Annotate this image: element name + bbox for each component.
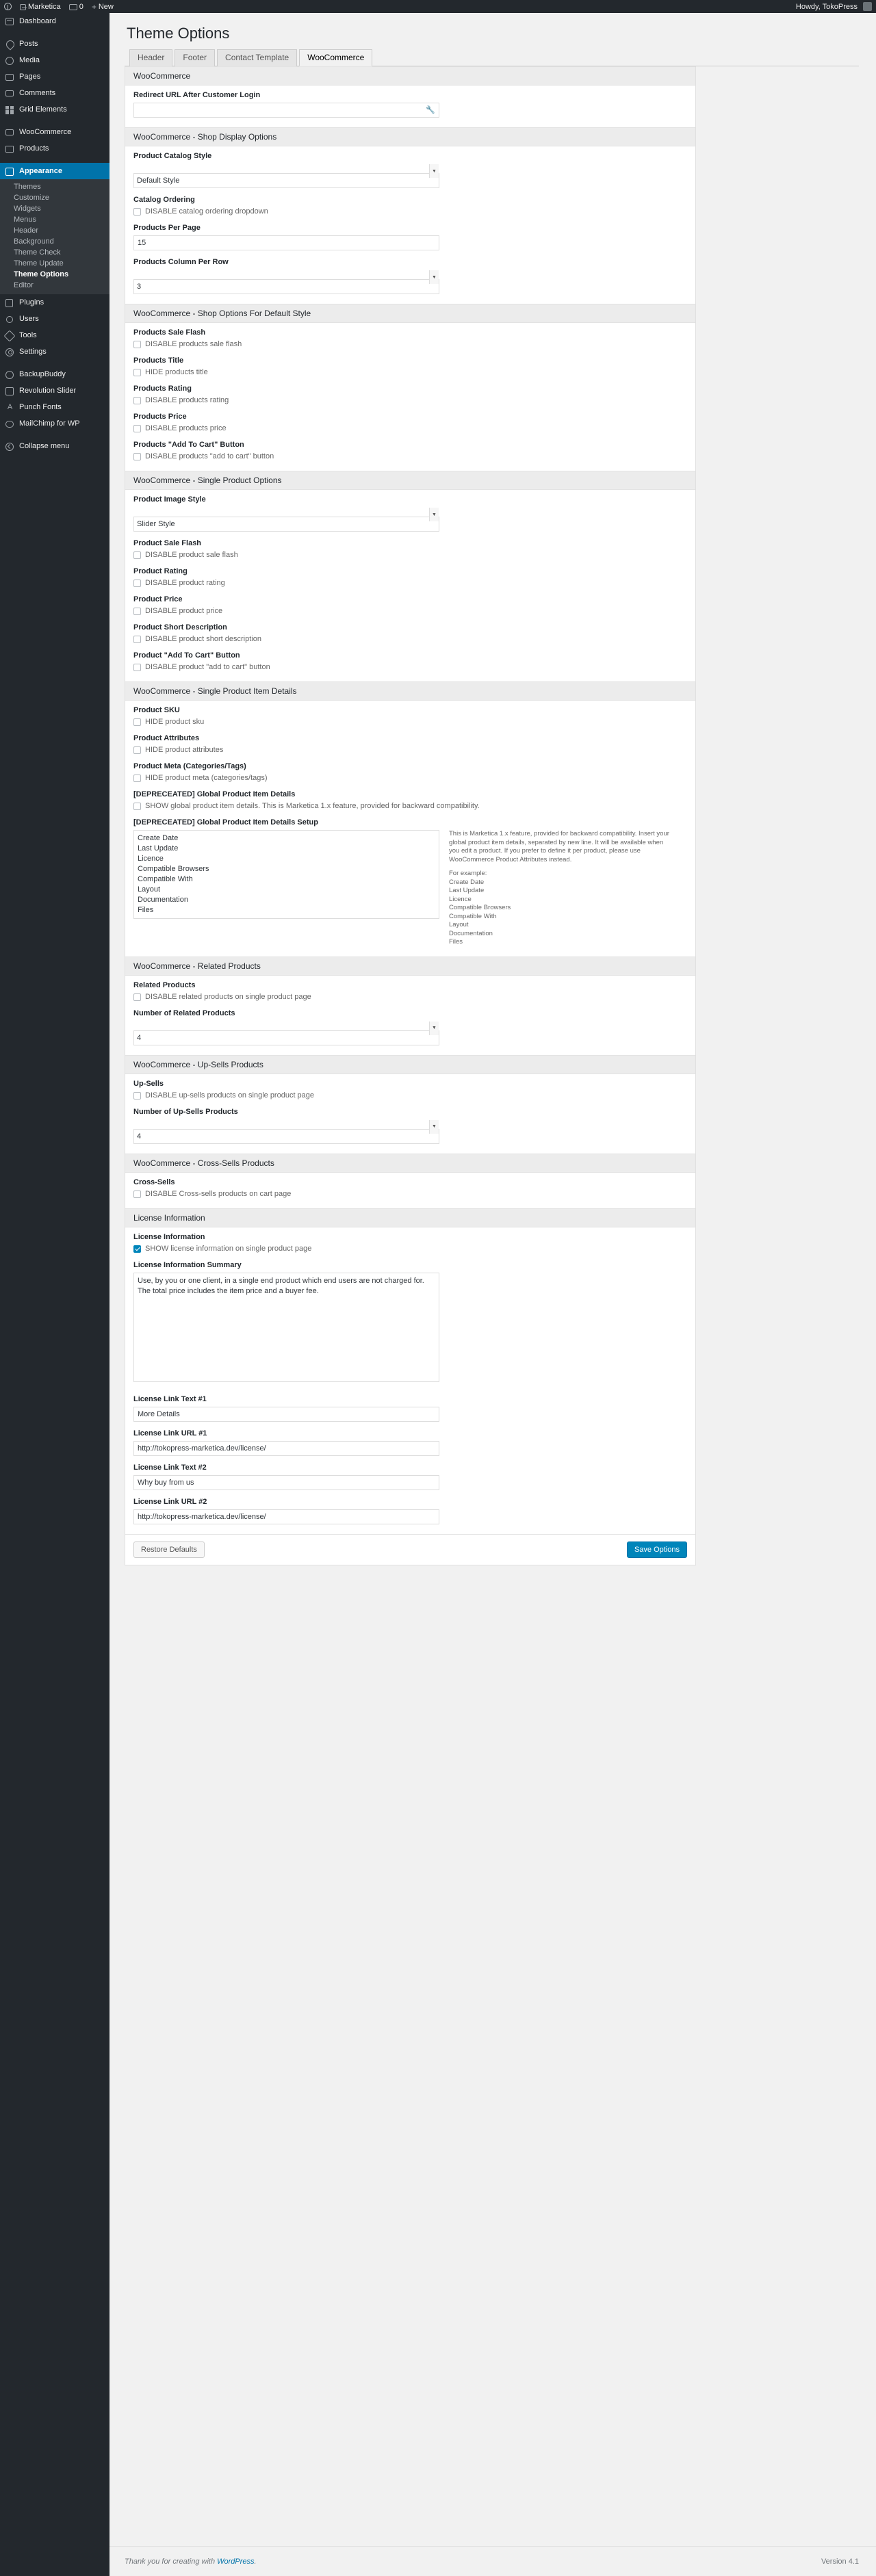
products-rating-label: Products Rating bbox=[133, 385, 192, 393]
sidebar-item-label: Plugins bbox=[19, 298, 44, 307]
global-item-details-setup-textarea[interactable] bbox=[133, 830, 439, 919]
new-content-menu[interactable] bbox=[88, 0, 118, 13]
home-icon bbox=[20, 4, 26, 10]
tab-header[interactable]: Header bbox=[129, 49, 172, 66]
products-title-label: Products Title bbox=[133, 356, 184, 365]
sidebar-item-theme-update[interactable]: Theme Update bbox=[14, 259, 64, 268]
tab-woocommerce[interactable]: WooCommerce bbox=[299, 49, 372, 66]
products-sale-flash-checkbox-label: DISABLE products sale flash bbox=[145, 340, 242, 349]
wp-version: Version 4.1 bbox=[821, 2557, 859, 2566]
sidebar-item-label: Posts bbox=[19, 40, 38, 48]
media-icon bbox=[5, 56, 14, 65]
product-image-style-select[interactable] bbox=[133, 517, 439, 532]
products-title-checkbox[interactable] bbox=[133, 369, 141, 376]
dashboard-icon bbox=[5, 17, 14, 26]
user-icon bbox=[5, 315, 14, 324]
sidebar-item-themes[interactable]: Themes bbox=[14, 183, 41, 191]
global-product-item-details-checkbox-label: SHOW global product item details. This is Marketica 1.x feature, provided for backward compatibility. bbox=[145, 802, 480, 811]
sidebar-item-backupbuddy[interactable] bbox=[0, 366, 110, 382]
sidebar-item-label: Punch Fonts bbox=[19, 403, 62, 411]
sidebar-item-media[interactable] bbox=[0, 52, 110, 68]
footer-thanks bbox=[125, 2558, 257, 2566]
product-rating-checkbox[interactable] bbox=[133, 580, 141, 587]
upsells-checkbox-label: DISABLE up-sells products on single product page bbox=[145, 1091, 315, 1100]
sidebar-item-label: MailChimp for WP bbox=[19, 419, 80, 428]
product-add-to-cart-label: Product "Add To Cart" Button bbox=[133, 651, 240, 660]
global-item-details-help bbox=[449, 830, 675, 947]
help-paragraph: This is Marketica 1.x feature, provided for backward compatibility. Insert your global product item details, separated by new line. It will be available when you edit a product. If you prefer to define it per product, please use WooCommerce Product Attributes instead. bbox=[449, 830, 669, 863]
chevron-down-icon: ▼ bbox=[429, 1022, 439, 1035]
pin-icon bbox=[5, 40, 14, 49]
section-heading-shop-default: WooCommerce - Shop Options For Default Style bbox=[125, 304, 695, 323]
save-options-button[interactable]: Save Options bbox=[627, 1541, 687, 1558]
product-short-description-checkbox[interactable] bbox=[133, 636, 141, 643]
sidebar-item-dashboard[interactable] bbox=[0, 13, 110, 29]
chevron-down-icon: ▼ bbox=[429, 270, 439, 284]
products-sale-flash-label: Products Sale Flash bbox=[133, 328, 206, 337]
chevron-down-icon: ▼ bbox=[429, 164, 439, 178]
restore-defaults-button[interactable]: Restore Defaults bbox=[133, 1541, 205, 1558]
sidebar-item-label: BackupBuddy bbox=[19, 370, 66, 378]
sidebar-item-customize[interactable]: Customize bbox=[14, 194, 49, 202]
catalog-ordering-checkbox[interactable] bbox=[133, 208, 141, 216]
products-per-page-input[interactable] bbox=[133, 235, 439, 250]
sidebar-item-label: Dashboard bbox=[19, 17, 56, 25]
sidebar-item-comments[interactable] bbox=[0, 85, 110, 101]
plus-icon: + bbox=[91, 1, 96, 12]
sidebar-item-punch-fonts[interactable] bbox=[0, 399, 110, 415]
account-menu[interactable] bbox=[792, 0, 876, 13]
products-price-checkbox-label: DISABLE products price bbox=[145, 424, 227, 433]
products-title-checkbox-label: HIDE products title bbox=[145, 368, 208, 377]
license-information-checkbox-label: SHOW license information on single product page bbox=[145, 1244, 312, 1253]
sidebar-item-label: Revolution Slider bbox=[19, 387, 77, 395]
license-link-url-2-input[interactable] bbox=[133, 1509, 439, 1524]
product-rating-checkbox-label: DISABLE product rating bbox=[145, 579, 225, 588]
products-add-to-cart-label: Products "Add To Cart" Button bbox=[133, 441, 244, 450]
theme-options-tabs bbox=[125, 49, 859, 66]
sidebar-item-label: Users bbox=[19, 315, 39, 323]
howdy-label: Howdy, TokoPress bbox=[795, 2, 858, 11]
sidebar-item-editor[interactable]: Editor bbox=[14, 281, 34, 289]
products-price-checkbox[interactable] bbox=[133, 425, 141, 432]
sidebar-item-label: WooCommerce bbox=[19, 128, 72, 136]
product-short-description-label: Product Short Description bbox=[133, 623, 227, 632]
wordpress-link[interactable]: WordPress bbox=[217, 2557, 255, 2566]
product-price-checkbox[interactable] bbox=[133, 608, 141, 615]
redirect-url-label: Redirect URL After Customer Login bbox=[133, 91, 261, 100]
help-example-item: Compatible Browsers bbox=[449, 904, 511, 912]
number-of-upsells-select[interactable] bbox=[133, 1129, 439, 1144]
section-heading-license: License Information bbox=[125, 1208, 695, 1227]
related-products-checkbox[interactable] bbox=[133, 993, 141, 1001]
sidebar-item-grid-elements[interactable] bbox=[0, 101, 110, 118]
product-attributes-checkbox-label: HIDE product attributes bbox=[145, 746, 224, 755]
sidebar-item-appearance[interactable] bbox=[0, 163, 110, 179]
products-column-select[interactable] bbox=[133, 279, 439, 294]
help-example-item: Files bbox=[449, 938, 463, 946]
product-price-checkbox-label: DISABLE product price bbox=[145, 607, 223, 616]
grid-icon bbox=[5, 105, 14, 114]
product-add-to-cart-checkbox-label: DISABLE product "add to cart" button bbox=[145, 663, 270, 672]
help-example-item: Compatible With bbox=[449, 912, 497, 920]
license-summary-label: License Information Summary bbox=[133, 1260, 242, 1269]
wordpress-logo-icon bbox=[4, 3, 12, 10]
products-column-label: Products Column Per Row bbox=[133, 258, 229, 267]
license-link-url-1-input[interactable] bbox=[133, 1441, 439, 1456]
woocommerce-icon bbox=[5, 128, 14, 137]
product-attributes-checkbox[interactable] bbox=[133, 746, 141, 754]
options-footer-bar bbox=[125, 1534, 695, 1565]
sidebar-item-mailchimp[interactable] bbox=[0, 415, 110, 432]
wp-footer bbox=[110, 2546, 876, 2576]
sidebar-item-posts[interactable] bbox=[0, 36, 110, 52]
license-summary-textarea[interactable] bbox=[133, 1273, 439, 1382]
new-label: New bbox=[98, 2, 114, 11]
admin-sidebar bbox=[0, 13, 110, 2576]
chevron-down-icon: ▼ bbox=[429, 1120, 439, 1134]
cart-icon bbox=[5, 144, 14, 153]
upsells-checkbox[interactable] bbox=[133, 1092, 141, 1100]
number-of-related-select[interactable] bbox=[133, 1030, 439, 1045]
sidebar-item-label: Media bbox=[19, 56, 40, 64]
sidebar-collapse-menu[interactable] bbox=[0, 438, 110, 454]
help-example-item: Layout bbox=[449, 921, 469, 929]
brush-icon bbox=[5, 167, 14, 176]
appearance-submenu bbox=[0, 179, 110, 294]
section-heading-item-details: WooCommerce - Single Product Item Details bbox=[125, 681, 695, 701]
license-link-text-1-label: License Link Text #1 bbox=[133, 1394, 207, 1403]
section-heading-related: WooCommerce - Related Products bbox=[125, 957, 695, 976]
help-example-item: Create Date bbox=[449, 878, 485, 886]
sidebar-item-products[interactable] bbox=[0, 140, 110, 157]
sidebar-item-theme-options[interactable]: Theme Options bbox=[14, 270, 69, 278]
products-rating-checkbox[interactable] bbox=[133, 397, 141, 404]
wp-logo-menu[interactable] bbox=[0, 0, 16, 13]
avatar bbox=[863, 2, 872, 11]
redirect-url-input[interactable] bbox=[133, 103, 439, 118]
help-example-title: For example: bbox=[449, 870, 487, 878]
sidebar-item-label: Products bbox=[19, 144, 49, 153]
mailchimp-icon bbox=[5, 419, 14, 428]
product-sku-label: Product SKU bbox=[133, 706, 180, 715]
product-price-label: Product Price bbox=[133, 595, 183, 604]
sidebar-item-background[interactable]: Background bbox=[14, 237, 54, 246]
license-link-text-2-label: License Link Text #2 bbox=[133, 1463, 207, 1472]
admin-bar bbox=[0, 0, 876, 13]
site-name-menu[interactable] bbox=[16, 0, 65, 13]
global-product-item-details-label: [DEPRECEATED] Global Product Item Details bbox=[133, 790, 296, 799]
crosssells-checkbox-label: DISABLE Cross-sells products on cart page bbox=[145, 1189, 292, 1198]
section-heading-upsells: WooCommerce - Up-Sells Products bbox=[125, 1055, 695, 1074]
footer-thanks-prefix: Thank you for creating with bbox=[125, 2557, 218, 2566]
product-meta-checkbox-label: HIDE product meta (categories/tags) bbox=[145, 774, 268, 783]
product-attributes-label: Product Attributes bbox=[133, 734, 200, 743]
catalog-ordering-label: Catalog Ordering bbox=[133, 196, 195, 205]
page-icon bbox=[5, 73, 14, 81]
page-title: Theme Options bbox=[127, 25, 230, 42]
product-sale-flash-checkbox[interactable] bbox=[133, 551, 141, 559]
comment-icon bbox=[5, 89, 14, 98]
sidebar-item-widgets[interactable]: Widgets bbox=[14, 205, 41, 213]
section-heading-shop-display: WooCommerce - Shop Display Options bbox=[125, 127, 695, 146]
products-sale-flash-checkbox[interactable] bbox=[133, 341, 141, 348]
comment-bubble-icon bbox=[69, 4, 77, 10]
products-price-label: Products Price bbox=[133, 413, 187, 421]
help-example-item: Last Update bbox=[449, 887, 485, 895]
product-meta-checkbox[interactable] bbox=[133, 775, 141, 782]
license-link-url-1-label: License Link URL #1 bbox=[133, 1429, 207, 1437]
site-name-label: Marketica bbox=[28, 2, 61, 11]
license-information-checkbox[interactable] bbox=[133, 1245, 141, 1253]
gear-icon bbox=[5, 348, 14, 356]
sidebar-item-label: Appearance bbox=[19, 167, 62, 175]
crosssells-label: Cross-Sells bbox=[133, 1178, 175, 1186]
chevron-down-icon: ▼ bbox=[429, 508, 439, 521]
sidebar-item-users[interactable] bbox=[0, 311, 110, 327]
sidebar-item-header[interactable]: Header bbox=[14, 226, 39, 235]
sidebar-item-menus[interactable]: Menus bbox=[14, 216, 37, 224]
footer-thanks-suffix: . bbox=[254, 2557, 257, 2566]
crosssells-checkbox[interactable] bbox=[133, 1191, 141, 1198]
comments-menu[interactable] bbox=[65, 0, 88, 13]
related-products-checkbox-label: DISABLE related products on single product page bbox=[145, 992, 311, 1001]
product-meta-label: Product Meta (Categories/Tags) bbox=[133, 762, 246, 771]
license-link-url-2-label: License Link URL #2 bbox=[133, 1497, 207, 1506]
license-link-text-1-input[interactable] bbox=[133, 1407, 439, 1422]
products-rating-checkbox-label: DISABLE products rating bbox=[145, 396, 229, 405]
sidebar-item-woocommerce[interactable] bbox=[0, 124, 110, 140]
product-image-style-label: Product Image Style bbox=[133, 495, 206, 504]
number-of-upsells-label: Number of Up-Sells Products bbox=[133, 1107, 238, 1116]
font-icon: A bbox=[7, 402, 13, 411]
products-per-page-label: Products Per Page bbox=[133, 224, 201, 233]
sidebar-item-label: Comments bbox=[19, 89, 56, 97]
help-example-item: Licence bbox=[449, 895, 472, 903]
related-products-label: Related Products bbox=[133, 980, 196, 989]
collapse-icon bbox=[5, 442, 14, 451]
sidebar-item-label: Grid Elements bbox=[19, 105, 67, 114]
license-link-text-2-input[interactable] bbox=[133, 1475, 439, 1490]
backupbuddy-icon bbox=[5, 370, 14, 379]
plug-icon bbox=[5, 298, 14, 307]
sidebar-item-label: Collapse menu bbox=[19, 442, 70, 450]
comments-count: 0 bbox=[79, 2, 83, 11]
products-add-to-cart-checkbox-label: DISABLE products "add to cart" button bbox=[145, 452, 274, 461]
sidebar-item-theme-check[interactable]: Theme Check bbox=[14, 248, 61, 257]
sidebar-item-label: Tools bbox=[19, 331, 37, 339]
sidebar-item-label: Pages bbox=[19, 73, 41, 81]
sidebar-item-revolution-slider[interactable] bbox=[0, 382, 110, 399]
tab-contact-template[interactable]: Contact Template bbox=[217, 49, 297, 66]
global-item-details-setup-label: [DEPRECEATED] Global Product Item Details Setup bbox=[133, 818, 318, 827]
sidebar-item-label: Settings bbox=[19, 348, 47, 356]
section-heading-single-product: WooCommerce - Single Product Options bbox=[125, 471, 695, 490]
license-information-label: License Information bbox=[133, 1232, 205, 1241]
product-sku-checkbox-label: HIDE product sku bbox=[145, 718, 205, 727]
product-sale-flash-label: Product Sale Flash bbox=[133, 539, 202, 548]
product-sku-checkbox[interactable] bbox=[133, 718, 141, 726]
sidebar-item-settings[interactable] bbox=[0, 343, 110, 360]
product-catalog-style-label: Product Catalog Style bbox=[133, 152, 212, 161]
sidebar-item-pages[interactable] bbox=[0, 68, 110, 85]
product-rating-label: Product Rating bbox=[133, 567, 188, 576]
help-example-item: Documentation bbox=[449, 929, 493, 937]
product-add-to-cart-checkbox[interactable] bbox=[133, 664, 141, 671]
tab-footer[interactable]: Footer bbox=[175, 49, 215, 66]
catalog-ordering-checkbox-label: DISABLE catalog ordering dropdown bbox=[145, 207, 268, 216]
main-content bbox=[110, 13, 876, 2576]
wrench-icon[interactable]: 🔧 bbox=[426, 106, 435, 115]
product-sale-flash-checkbox-label: DISABLE product sale flash bbox=[145, 551, 238, 560]
slider-icon bbox=[5, 387, 14, 395]
products-add-to-cart-checkbox[interactable] bbox=[133, 453, 141, 460]
upsells-label: Up-Sells bbox=[133, 1079, 164, 1088]
sidebar-item-plugins[interactable] bbox=[0, 294, 110, 311]
global-product-item-details-checkbox[interactable] bbox=[133, 803, 141, 810]
number-of-related-label: Number of Related Products bbox=[133, 1009, 235, 1017]
options-panel bbox=[125, 66, 696, 1565]
product-catalog-style-select[interactable] bbox=[133, 173, 439, 188]
sidebar-item-tools[interactable] bbox=[0, 327, 110, 343]
product-short-description-checkbox-label: DISABLE product short description bbox=[145, 635, 261, 644]
tools-icon bbox=[5, 331, 14, 340]
section-heading-crosssells: WooCommerce - Cross-Sells Products bbox=[125, 1154, 695, 1173]
section-heading-woocommerce: WooCommerce bbox=[125, 66, 695, 86]
